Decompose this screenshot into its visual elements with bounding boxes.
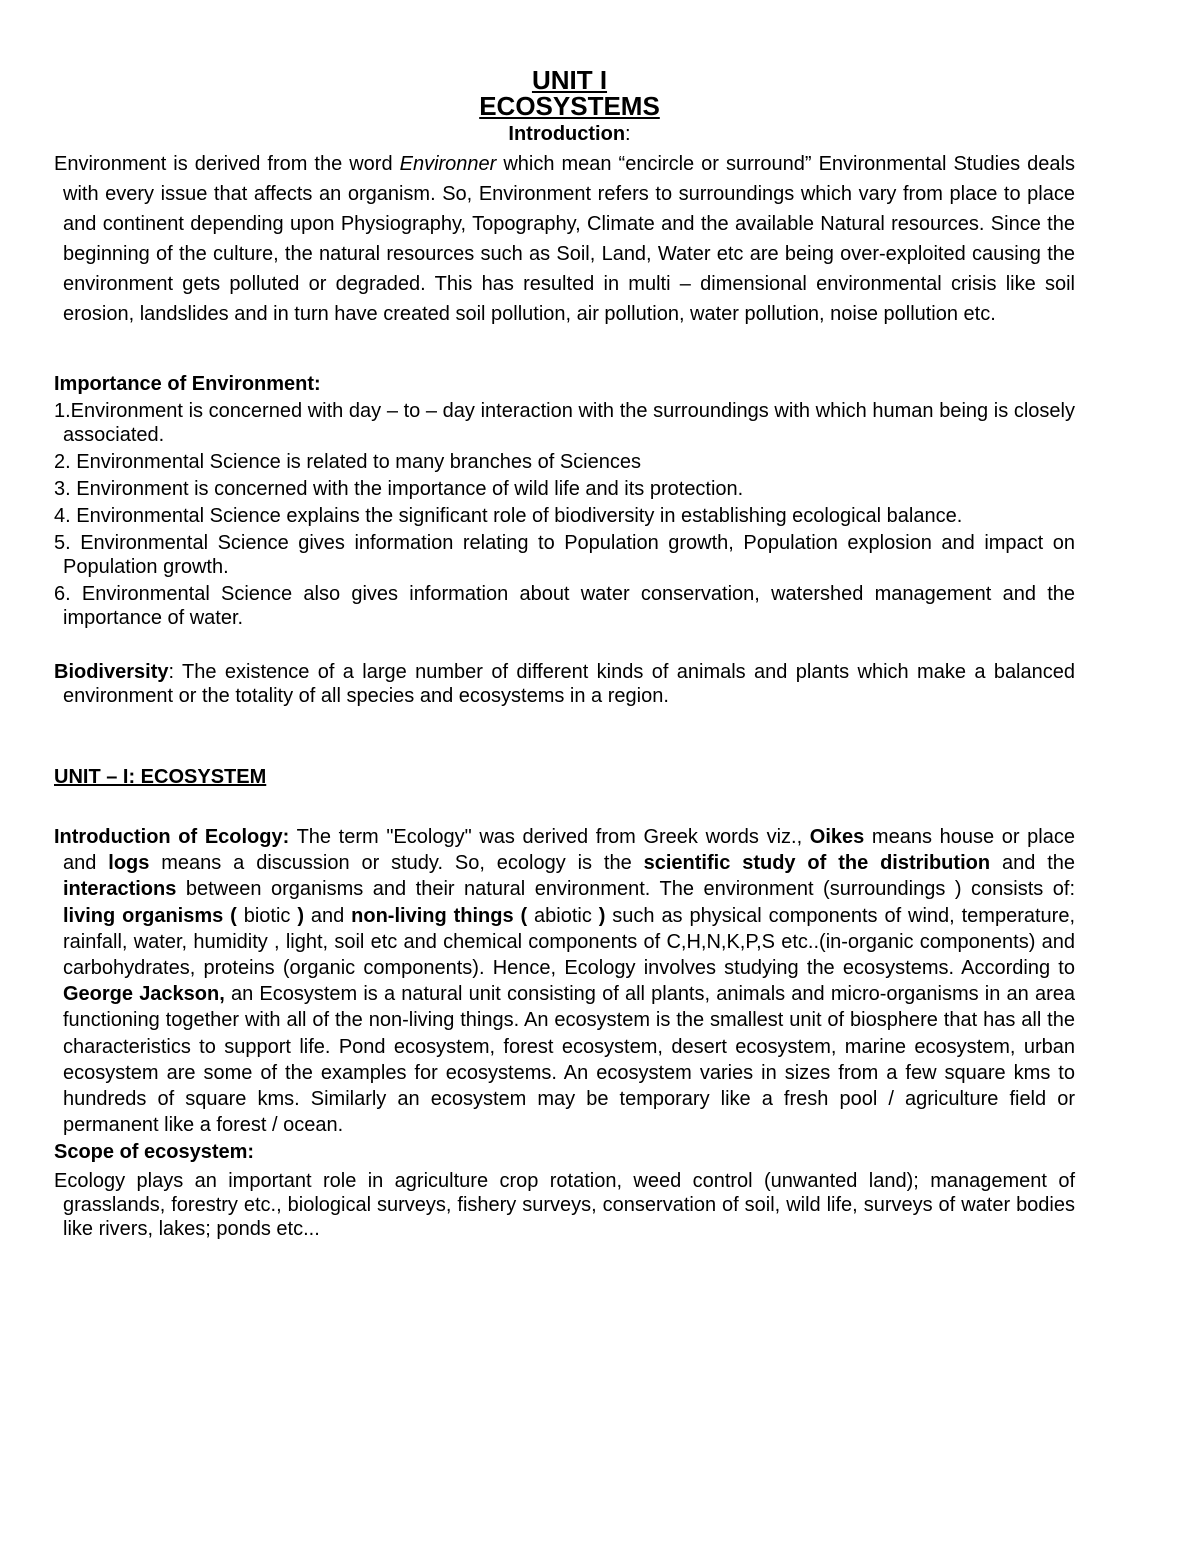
ecology-text-abiotic: abiotic [527,904,599,927]
ecology-bracket-2: ) [598,904,606,927]
unit-title: UNIT I [531,65,608,95]
importance-item-5: 5. Environmental Science gives information relating to Population growth, Population explosion and impact on Population growth. [54,532,1075,578]
scope-heading: Scope of ecosystem: [54,1141,255,1164]
document-title: ECOSYSTEMS [479,91,660,121]
ecology-term-living-organisms: living organisms ( [63,904,237,927]
biodiversity-text: : The existence of a large number of different kinds of animals and plants which make a balanced environment or the totality of all species and ecosystems in a region. [63,661,1075,707]
biodiversity-paragraph [54,660,1075,708]
introduction-paragraph [54,149,1075,329]
importance-item-6: 6. Environmental Science also gives information about water conservation, watershed management and the importance of water. [54,583,1075,629]
introduction-heading-text: Introduction [508,123,626,145]
ecology-paragraph [54,824,1075,1138]
importance-item-4: 4. Environmental Science explains the significant role of biodiversity in establishing ecological balance. [54,505,963,527]
ecology-text-6: and [303,904,352,927]
ecology-text-biotic: biotic [236,904,298,927]
intro-text-start: Environment is derived from the word [54,153,400,175]
ecology-term-oikes: Oikes [809,826,865,848]
ecology-text-5: between organisms and their natural environment. The environment (surroundings ) consists of: [176,878,1075,901]
ecology-term-logs: logs [108,852,150,875]
importance-heading: Importance of Environment: [54,373,321,395]
introduction-heading [64,122,1075,146]
scope-paragraph: Ecology plays an important role in agriculture crop rotation, weed control (unwanted land); management of grasslands, forestry etc., biological surveys, fishery surveys, conservation of soil, wild life, surveys of water bodies like rivers, lakes; ponds etc... [54,1170,1075,1241]
ecology-term-george-jackson: George Jackson, [63,983,225,1006]
ecology-term-interactions: interactions [63,878,177,901]
unit-ecosystem-heading: UNIT – I: ECOSYSTEM [54,766,267,788]
document-page [54,65,1076,1241]
biodiversity-term: Biodiversity [54,661,169,683]
ecology-text-3: means a discussion or study. So, ecology is the [149,852,644,875]
introduction-heading-colon: : [625,123,631,145]
ecology-bracket-1: ) [297,904,304,927]
importance-item-3: 3. Environment is concerned with the importance of wild life and its protection. [54,478,744,500]
ecology-text-4: and the [990,852,1076,875]
importance-item-1: 1.Environment is concerned with day – to – day interaction with the surroundings with which human being is closely associated. [54,400,1075,446]
importance-item-2: 2. Environmental Science is related to many branches of Sciences [54,451,641,473]
intro-term-environner: Environner [399,153,497,175]
ecology-term-non-living: non-living things ( [351,904,528,927]
intro-text-rest: which mean “encircle or surround” Environmental Studies deals with every issue that affects an organism. So, Environment refers to surroundings which vary from place to place and continent depending upon Physiography, Topography, Climate and the available Natural resources. Since the beginning of the culture, the natural resources such as Soil, Land, Water etc are being over-exploited causing the environment gets polluted or degraded. This has resulted in multi – dimensional environmental crisis like soil erosion, landslides and in turn have created soil pollution, air pollution, water pollution, noise pollution etc. [63,153,1075,325]
ecology-text-1: The term "Ecology" was derived from Greek words viz., [289,826,810,848]
ecology-text-2: means house or place and [63,826,1075,875]
ecology-text-8: an Ecosystem is a natural unit consisting of all plants, animals and micro-organisms in an area functioning together with all of the non-living things. An ecosystem is the smallest unit of biosphere that has all the characteristics to support life. Pond ecosystem, forest ecosystem, desert ecosystem, marine ecosystem, urban ecosystem are some of the examples for ecosystems. An ecosystem varies in sizes from a few square kms to hundreds of square kms. Similarly an ecosystem may be temporary like a fresh pool / agriculture field or permanent like a forest / ocean. [63,983,1075,1137]
ecology-term-scientific-study: scientific study of the distribution [643,852,991,875]
ecology-text-7: such as physical components of wind, temperature, rainfall, water, humidity , light, soil etc and chemical components of C,H,N,K,P,S etc..(in-organic components) and carbohydrates, proteins (organic components). Hence, Ecology involves studying the ecosystems. According to [63,904,1075,980]
ecology-heading: Introduction of Ecology: [54,826,290,848]
